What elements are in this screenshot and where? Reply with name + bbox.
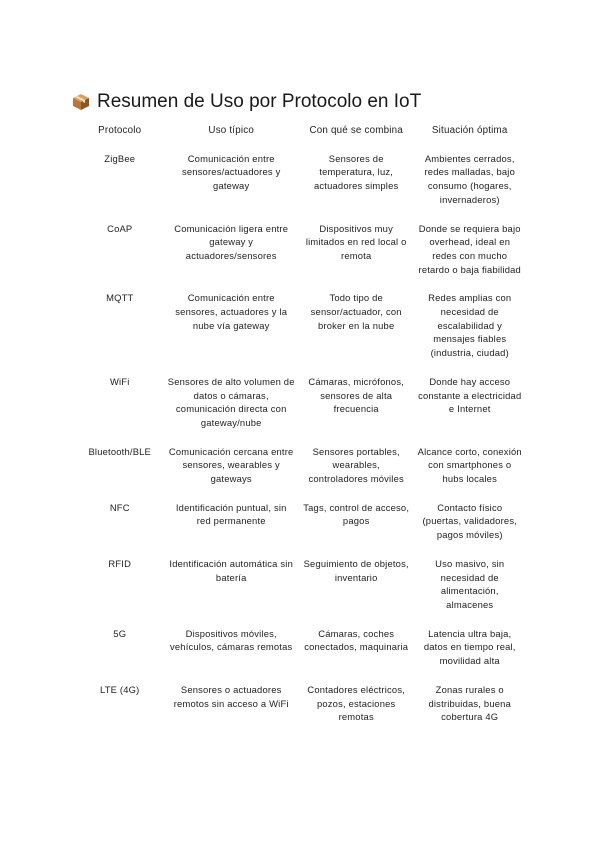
optimal-cell: Donde se requiera bajo overhead, ideal en redes con mucho retardo o baja fiabilidad: [418, 222, 521, 275]
combines-cell: Seguimiento de objetos, inventario: [303, 557, 409, 583]
use-cell: Comunicación ligera entre gateway y actuadores/sensores: [174, 222, 289, 261]
header-optimal: Situación óptima: [431, 125, 508, 136]
protocol-cell: ZigBee: [104, 152, 136, 164]
optimal-cell: Ambientes cerrados, redes malladas, bajo consumo (hogares, invernaderos): [424, 152, 515, 205]
table-row: [76, 679, 526, 735]
use-cell: Sensores o actuadores remotos sin acceso a WiFi: [173, 683, 289, 709]
protocol-cell: WiFi: [109, 375, 130, 387]
page-title-text: Resumen de Uso por Protocolo en IoT: [97, 91, 422, 112]
combines-cell: Todo tipo de sensor/actuador, con broker en la nube: [310, 292, 402, 331]
table-header-row: [76, 122, 526, 148]
protocol-cell: Bluetooth/BLE: [88, 445, 152, 457]
combines-cell: Sensores portables, wearables, controladores móviles: [308, 445, 404, 485]
use-cell: Dispositivos móviles, vehículos, cámaras remotas: [169, 627, 293, 653]
use-cell: Identificación puntual, sin red permanente: [175, 501, 287, 527]
protocol-cell: 5G: [113, 627, 127, 639]
optimal-cell: Latencia ultra baja, datos en tiempo real, movilidad alta: [423, 627, 516, 667]
protocol-cell: MQTT: [106, 292, 134, 304]
protocol-cell: NFC: [109, 501, 130, 513]
table-row: [76, 287, 526, 371]
table-row: [76, 371, 526, 441]
use-cell: Sensores de alto volumen de datos o cámaras, comunicación directa con gateway/nube: [167, 375, 295, 428]
header-use: Uso típico: [208, 125, 254, 136]
optimal-cell: Donde hay acceso constante a electricidad e Internet: [418, 375, 522, 415]
use-cell: Comunicación cercana entre sensores, wearables y gateways: [168, 445, 294, 485]
combines-cell: Cámaras, coches conectados, maquinaria: [304, 627, 409, 653]
protocol-table: [76, 122, 526, 735]
optimal-cell: Uso masivo, sin necesidad de alimentación, almacenes: [435, 557, 505, 610]
use-cell: Comunicación entre sensores/actuadores y gateway: [181, 152, 281, 192]
use-cell: Identificación automática sin batería: [169, 557, 293, 583]
table-row: [76, 497, 526, 553]
package-icon: [72, 93, 90, 111]
table-row: [76, 148, 526, 218]
page-title: [72, 90, 421, 114]
table-row: [76, 553, 526, 623]
combines-cell: Sensores de temperatura, luz, actuadores simples: [314, 152, 399, 192]
combines-cell: Dispositivos muy limitados en red local o remota: [305, 222, 407, 261]
header-protocol: Protocolo: [98, 125, 142, 136]
combines-cell: Contadores eléctricos, pozos, estaciones remotas: [307, 683, 406, 723]
table-row: [76, 623, 526, 679]
table-row: [76, 218, 526, 288]
optimal-cell: Alcance corto, conexión con smartphones o hubs locales: [417, 445, 522, 485]
optimal-cell: Zonas rurales o distribuidas, buena cobertura 4G: [428, 683, 511, 723]
protocol-cell: RFID: [108, 557, 132, 569]
use-cell: Comunicación entre sensores, actuadores y la nube vía gateway: [175, 292, 288, 331]
optimal-cell: Redes amplias con necesidad de escalabilidad y mensajes fiables (industria, ciudad): [428, 292, 512, 359]
protocol-cell: LTE (4G): [100, 683, 140, 695]
header-combines: Con qué se combina: [309, 125, 403, 136]
optimal-cell: Contacto físico (puertas, validadores, pagos móviles): [422, 501, 518, 541]
table-row: [76, 441, 526, 497]
protocol-cell: CoAP: [107, 222, 133, 234]
combines-cell: Cámaras, micrófonos, sensores de alta frecuencia: [308, 375, 405, 415]
combines-cell: Tags, control de acceso, pagos: [303, 501, 410, 527]
